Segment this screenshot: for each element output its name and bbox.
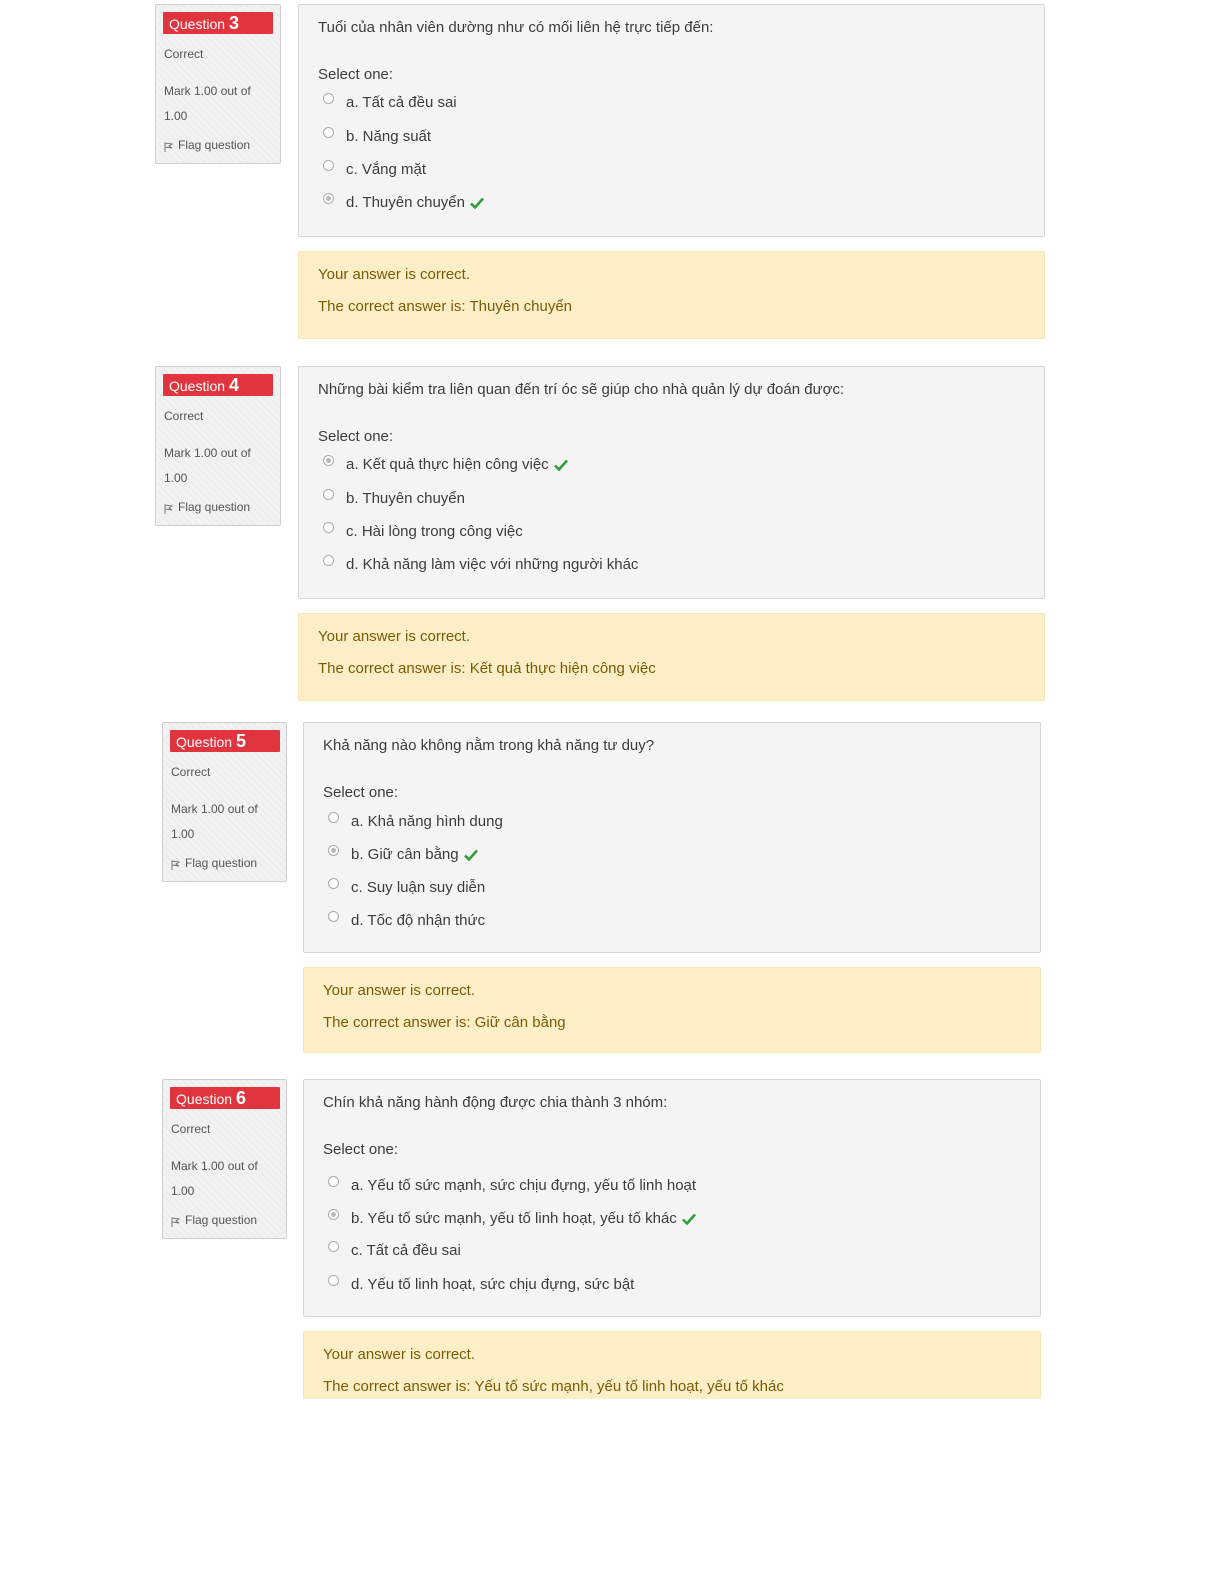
feedback-status: Your answer is correct.: [323, 1346, 476, 1363]
question-info-panel: [162, 722, 287, 882]
answer-option-c[interactable]: [328, 1242, 461, 1259]
feedback-status: Your answer is correct.: [318, 266, 471, 283]
select-one-prompt: Select one:: [318, 66, 394, 83]
question-content: [303, 722, 1041, 953]
answer-option-label: a. Khả năng hình dung: [351, 813, 503, 830]
answer-option-label: c. Hài lòng trong công việc: [346, 523, 523, 540]
answer-option-d[interactable]: [323, 556, 638, 573]
radio-button-selected[interactable]: [323, 455, 334, 466]
flag-icon: [164, 141, 174, 153]
select-one-prompt: Select one:: [318, 428, 394, 445]
radio-button[interactable]: [328, 1241, 339, 1252]
answer-option-label: b. Thuyên chuyển: [346, 490, 465, 507]
flag-question-link[interactable]: [171, 855, 257, 871]
radio-button[interactable]: [323, 127, 334, 138]
answer-option-b[interactable]: [323, 128, 431, 145]
question-state: Correct: [164, 409, 204, 423]
answer-option-label: d. Tốc độ nhận thức: [351, 912, 486, 929]
feedback-status: Your answer is correct.: [318, 628, 471, 645]
question-label: Question: [169, 16, 226, 32]
answer-option-label: d. Khả năng làm việc với những người khác: [346, 556, 639, 573]
answer-option-b[interactable]: [328, 846, 478, 863]
answer-option-label: d. Yếu tố linh hoạt, sức chịu đựng, sức bật: [351, 1276, 635, 1293]
answer-option-label: c. Tất cả đều sai: [351, 1242, 461, 1259]
feedback-status: Your answer is correct.: [323, 982, 476, 999]
question-state: Correct: [164, 47, 204, 61]
answer-option-label: d. Thuyên chuyển: [346, 194, 465, 211]
feedback-correct-answer: The correct answer is: Yếu tố sức mạnh, yếu tố linh hoạt, yếu tố khác: [323, 1378, 784, 1395]
flag-icon: [171, 859, 181, 871]
radio-button[interactable]: [323, 489, 334, 500]
feedback-correct-answer: The correct answer is: Thuyên chuyển: [318, 298, 573, 315]
question-content: [298, 366, 1045, 599]
question-state: Correct: [171, 1122, 211, 1136]
question-number: 5: [236, 731, 247, 751]
radio-button[interactable]: [328, 911, 339, 922]
question-grade: Mark 1.00 out of 1.00: [171, 802, 258, 841]
question-info-panel: [162, 1079, 287, 1239]
select-one-prompt: Select one:: [323, 784, 399, 801]
question-number-badge: [163, 374, 273, 396]
radio-button[interactable]: [323, 93, 334, 104]
question-label: Question: [176, 1091, 233, 1107]
checkmark-icon: [682, 1213, 696, 1225]
radio-button-selected[interactable]: [323, 193, 334, 204]
answer-option-label: a. Yếu tố sức mạnh, sức chịu đựng, yếu tố linh hoạt: [351, 1177, 697, 1194]
answer-option-d[interactable]: [328, 912, 485, 929]
answer-option-a[interactable]: [323, 94, 457, 111]
flag-question-label: Flag question: [185, 1213, 258, 1227]
question-text: Chín khả năng hành động được chia thành 3 nhóm:: [323, 1094, 668, 1111]
select-one-prompt: Select one:: [323, 1141, 399, 1158]
answer-option-b[interactable]: [328, 1210, 696, 1227]
question-number: 6: [236, 1088, 247, 1108]
question-text: Tuổi của nhân viên dường như có mối liên hệ trực tiếp đến:: [318, 19, 714, 36]
answer-option-label: b. Yếu tố sức mạnh, yếu tố linh hoạt, yếu tố khác: [351, 1210, 677, 1227]
question-text: Khả năng nào không nằm trong khả năng tư duy?: [323, 737, 655, 754]
radio-button[interactable]: [328, 1275, 339, 1286]
flag-question-link[interactable]: [164, 137, 250, 153]
checkmark-icon: [554, 459, 568, 471]
flag-question-label: Flag question: [178, 500, 251, 514]
checkmark-icon: [464, 849, 478, 861]
answer-option-d[interactable]: [323, 194, 484, 211]
answer-option-c[interactable]: [328, 879, 485, 896]
feedback-correct-answer: The correct answer is: Kết quả thực hiện công việc: [318, 660, 656, 677]
question-number-badge: [163, 12, 273, 34]
question-number-badge: [170, 1087, 280, 1109]
question-info-panel: [155, 4, 281, 164]
radio-button[interactable]: [323, 160, 334, 171]
flag-question-link[interactable]: [171, 1212, 257, 1228]
radio-button[interactable]: [323, 555, 334, 566]
feedback-panel: [298, 251, 1045, 339]
question-text: Những bài kiểm tra liên quan đến trí óc sẽ giúp cho nhà quản lý dự đoán được:: [318, 381, 845, 398]
feedback-panel: [298, 613, 1045, 701]
question-number: 3: [229, 13, 240, 33]
question-content: [303, 1079, 1041, 1317]
answer-option-label: b. Năng suất: [346, 128, 432, 145]
radio-button[interactable]: [328, 878, 339, 889]
radio-button[interactable]: [328, 812, 339, 823]
question-label: Question: [176, 734, 233, 750]
radio-button-selected[interactable]: [328, 845, 339, 856]
answer-option-label: c. Suy luận suy diễn: [351, 879, 486, 896]
question-info-panel: [155, 366, 281, 526]
question-number-badge: [170, 730, 280, 752]
answer-option-a[interactable]: [328, 813, 503, 830]
answer-option-label: a. Tất cả đều sai: [346, 94, 457, 111]
answer-option-a[interactable]: [323, 456, 568, 473]
answer-option-b[interactable]: [323, 490, 465, 507]
radio-button[interactable]: [323, 522, 334, 533]
answer-option-c[interactable]: [323, 523, 523, 540]
flag-icon: [164, 503, 174, 515]
question-number: 4: [229, 375, 240, 395]
feedback-correct-answer: The correct answer is: Giữ cân bằng: [323, 1014, 566, 1031]
answer-option-label: b. Giữ cân bằng: [351, 846, 459, 863]
feedback-panel: [303, 967, 1041, 1053]
flag-icon: [171, 1216, 181, 1228]
flag-question-label: Flag question: [178, 138, 251, 152]
question-grade: Mark 1.00 out of 1.00: [171, 1159, 258, 1198]
answer-option-label: c. Vắng mặt: [346, 161, 427, 178]
answer-option-label: a. Kết quả thực hiện công việc: [346, 456, 549, 473]
question-state: Correct: [171, 765, 211, 779]
question-grade: Mark 1.00 out of 1.00: [164, 84, 251, 123]
answer-option-c[interactable]: [323, 161, 426, 178]
radio-button[interactable]: [328, 1176, 339, 1187]
flag-question-label: Flag question: [185, 856, 258, 870]
question-content: [298, 4, 1045, 237]
answer-option-d[interactable]: [328, 1276, 634, 1293]
feedback-panel: [303, 1331, 1041, 1399]
flag-question-link[interactable]: [164, 499, 250, 515]
question-label: Question: [169, 378, 226, 394]
radio-button-selected[interactable]: [328, 1209, 339, 1220]
checkmark-icon: [470, 197, 484, 209]
question-grade: Mark 1.00 out of 1.00: [164, 446, 251, 485]
answer-option-a[interactable]: [328, 1177, 696, 1194]
